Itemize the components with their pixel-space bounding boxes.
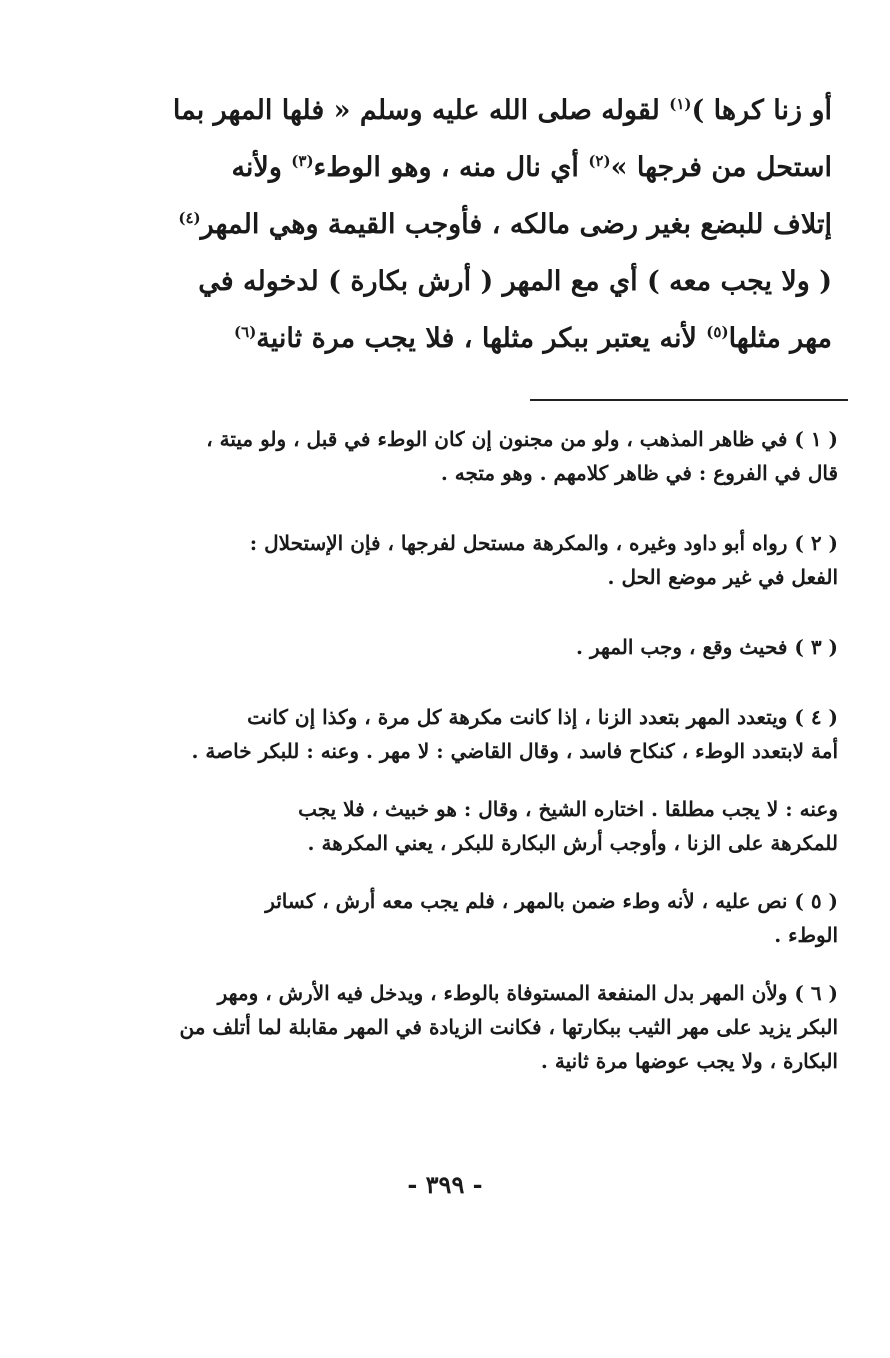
- footnote-ref[interactable]: (٥): [706, 323, 729, 341]
- footnote-line: ( ٤ ) ويتعدد المهر بتعدد الزنا ، إذا كانت مكرهة كل مرة ، وكذا إن كانت: [247, 705, 838, 729]
- footnote-line: للمكرهة على الزنا ، وأوجب أرش البكارة للبكر ، يعني المكرهة .: [307, 831, 838, 855]
- footnote-5: [112, 884, 838, 952]
- footnote-2: [112, 526, 838, 594]
- footnote-line: ( ٣ ) فحيث وقع ، وجب المهر .: [576, 635, 838, 659]
- main-line-1: [112, 82, 832, 139]
- footnote-line: الوطء .: [774, 923, 838, 947]
- footnote-line: وعنه : لا يجب مطلقا . اختاره الشيخ ، وقال : هو خبيث ، فلا يجب: [298, 797, 838, 821]
- footnotes: [112, 422, 838, 1078]
- footnote-line: البكر يزيد على مهر الثيب ببكارتها ، فكانت الزيادة في المهر مقابلة لما أتلف من: [179, 1015, 838, 1039]
- text-segment: استحل من فرجها »: [610, 152, 832, 183]
- text-segment: لقوله صلى الله عليه وسلم « فلها المهر بما: [172, 95, 670, 126]
- main-line-3: [112, 196, 832, 253]
- footnote-4: [112, 700, 838, 768]
- footnote-1: [112, 422, 838, 490]
- main-line-5: [112, 310, 832, 367]
- text-segment: إتلاف للبضع بغير رضى مالكه ، فأوجب القيمة وهي المهر: [200, 209, 832, 240]
- footnote-line: ( ٢ ) رواه أبو داود وغيره ، والمكرهة مستحل لفرجها ، فإن الإستحلال :: [249, 531, 838, 555]
- page-number: - ٣٩٩ -: [407, 1170, 483, 1199]
- footnote-ref[interactable]: (٣): [291, 152, 314, 170]
- footnote-line: ( ٥ ) نص عليه ، لأنه وطء ضمن بالمهر ، فلم يجب معه أرش ، كسائر: [265, 889, 838, 913]
- text-segment: أي نال منه ، وهو الوطء: [313, 152, 589, 183]
- footnote-line: أمة لابتعدد الوطء ، كنكاح فاسد ، وقال القاضي : لا مهر . وعنه : للبكر خاصة .: [191, 739, 838, 763]
- main-line-4: [112, 253, 832, 310]
- text-segment: أو زنا كرها ): [691, 95, 832, 126]
- main-text: [112, 82, 832, 367]
- footnote-line: ( ٦ ) ولأن المهر بدل المنفعة المستوفاة بالوطء ، ويدخل فيه الأرش ، ومهر: [217, 981, 838, 1005]
- footnote-line: الفعل في غير موضع الحل .: [607, 565, 838, 589]
- footnote-ref[interactable]: (٢): [588, 152, 611, 170]
- text-segment: ( ولا يجب معه ) أي مع المهر ( أرش بكارة ) لدخوله في: [198, 266, 832, 297]
- footnote-line: ( ١ ) في ظاهر المذهب ، ولو من مجنون إن كان الوطء في قبل ، ولو ميتة ،: [206, 427, 838, 451]
- footnote-line: البكارة ، ولا يجب عوضها مرة ثانية .: [540, 1049, 838, 1073]
- footnote-ref[interactable]: (١): [669, 95, 692, 113]
- footnote-3: [112, 630, 838, 664]
- footnote-line: قال في الفروع : في ظاهر كلامهم . وهو متجه .: [440, 461, 838, 485]
- text-segment: مهر مثلها: [728, 323, 832, 354]
- footnote-divider: [530, 399, 848, 401]
- text-segment: ولأنه: [231, 152, 292, 183]
- footnote-4-continued: [112, 792, 838, 860]
- footnote-ref[interactable]: (٤): [178, 209, 201, 227]
- text-segment: لأنه يعتبر ببكر مثلها ، فلا يجب مرة ثانية: [256, 323, 707, 354]
- footnote-ref[interactable]: (٦): [234, 323, 257, 341]
- main-line-2: [112, 139, 832, 196]
- footnote-6: [112, 976, 838, 1078]
